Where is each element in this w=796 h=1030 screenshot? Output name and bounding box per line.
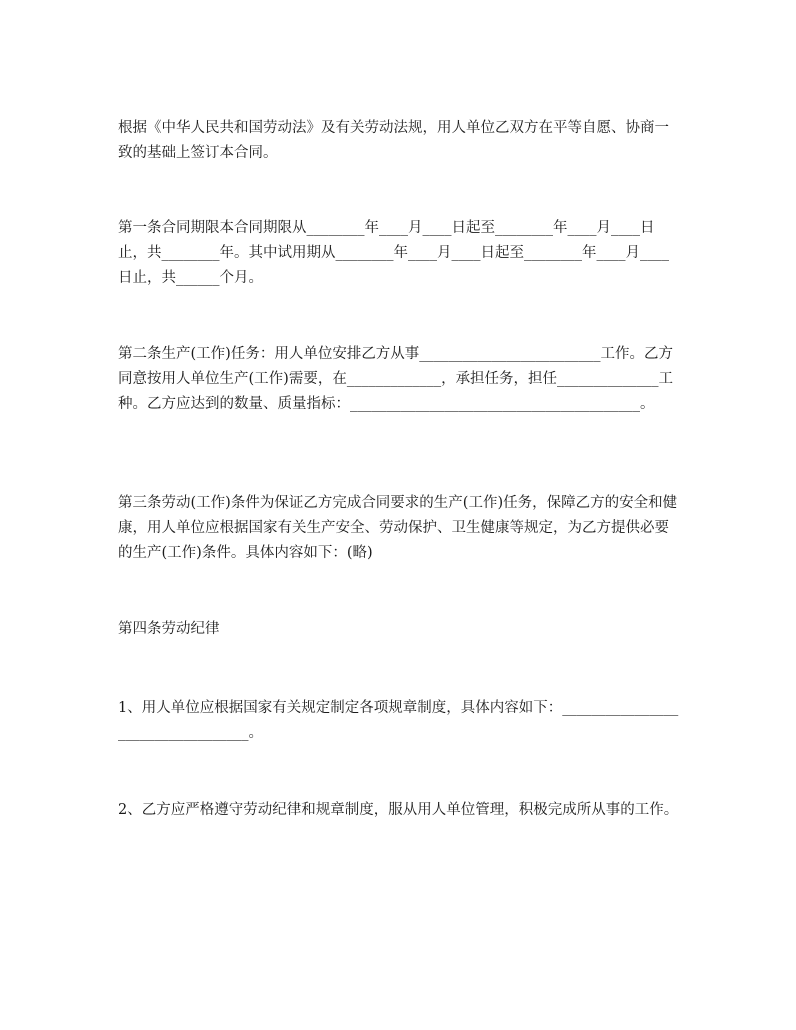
article-4-item-1: 1、用人单位应根据国家有关规定制定各项规章制度，具体内容如下：__________________________________。	[118, 700, 679, 741]
article-4-heading: 第四条劳动纪律	[118, 621, 220, 637]
intro-paragraph: 根据《中华人民共和国劳动法》及有关劳动法规，用人单位乙双方在平等自愿、协商一致的基础上签订本合同。	[118, 120, 669, 161]
article-2-work-task: 第二条生产(工作)任务：用人单位安排乙方从事_________________________工作。乙方同意按用人单位生产(工作)需要，在_____________，承担任务，担任______________工种。乙方应达到的数量、质量指标：________________________________________。	[118, 346, 674, 412]
article-4-item-2: 2、乙方应严格遵守劳动纪律和规章制度，服从用人单位管理，积极完成所从事的工作。	[118, 802, 679, 818]
article-1-contract-term: 第一条合同期限本合同期限从________年____月____日起至________年____月____日止，共________年。其中试用期从________年____月____日起至________年____月____日止，共______个月。	[118, 220, 669, 286]
article-3-work-conditions: 第三条劳动(工作)条件为保证乙方完成合同要求的生产(工作)任务，保障乙方的安全和健康，用人单位应根据国家有关生产安全、劳动保护、卫生健康等规定，为乙方提供必要的生产(工作)条件。具体内容如下：(略)	[118, 495, 678, 561]
